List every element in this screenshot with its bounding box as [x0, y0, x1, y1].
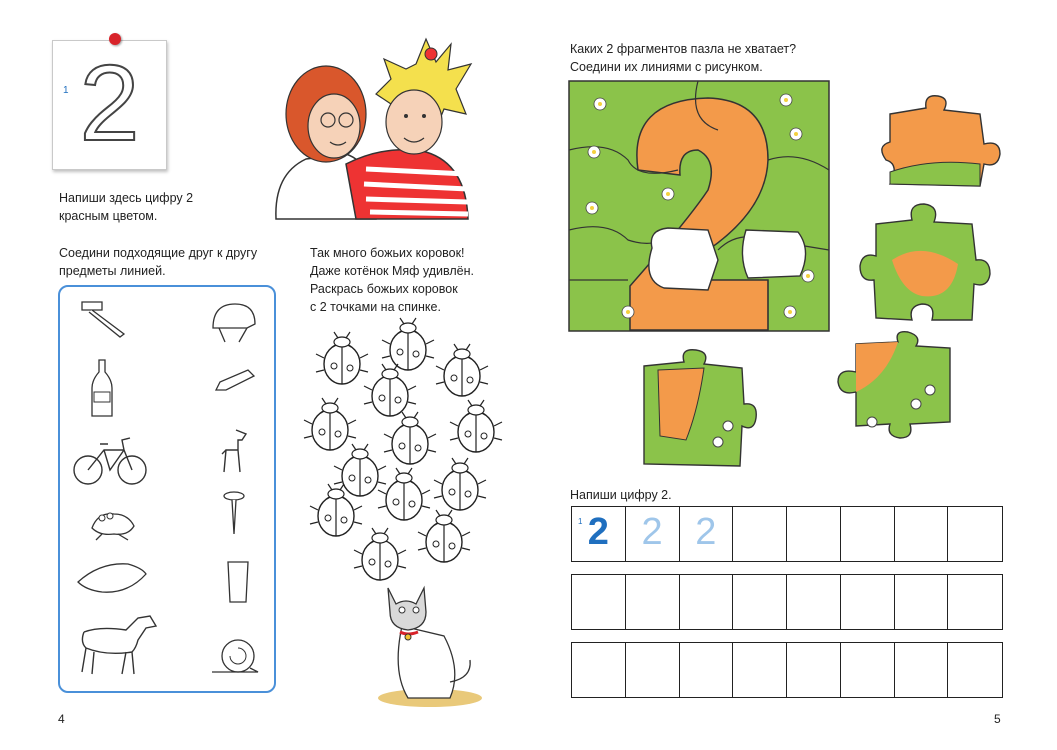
practice-cell[interactable]	[895, 507, 949, 561]
ladybug[interactable]	[434, 458, 486, 510]
practice-cell[interactable]	[948, 575, 1002, 629]
practice-cell[interactable]	[841, 643, 895, 697]
ladybugs-text-line2: Даже котёнок Мяф удивлён.	[310, 264, 474, 278]
dotted-digit: 2	[695, 511, 717, 553]
practice-row-2	[571, 574, 1003, 630]
puzzle-board	[568, 80, 830, 332]
puzzle-piece-c[interactable]	[638, 350, 758, 472]
bottle-icon[interactable]	[90, 358, 114, 420]
practice-cell[interactable]	[572, 507, 626, 561]
practice-row-1	[571, 506, 1003, 562]
ladybug[interactable]	[378, 468, 430, 520]
practice-cell[interactable]	[572, 643, 626, 697]
girls-illustration	[266, 34, 476, 224]
stroke-start-number: 1	[578, 517, 583, 526]
digit-card	[52, 40, 167, 170]
puzzle-text-line1: Каких 2 фрагментов пазла не хватает?	[570, 42, 797, 56]
leaf-icon[interactable]	[76, 560, 148, 596]
practice-cell[interactable]	[841, 507, 895, 561]
ladybug[interactable]	[316, 332, 368, 384]
ladybug[interactable]	[304, 398, 356, 450]
practice-cell[interactable]	[841, 575, 895, 629]
practice-cell[interactable]	[680, 643, 734, 697]
practice-cell[interactable]	[626, 507, 680, 561]
ladybug[interactable]	[418, 510, 470, 562]
puzzle-piece-b[interactable]	[862, 200, 992, 326]
match-text-line2: предметы линией.	[59, 264, 166, 278]
practice-cell[interactable]	[572, 575, 626, 629]
horse-icon[interactable]	[76, 612, 158, 678]
ladybugs-text-line1: Так много божьих коровок!	[310, 246, 465, 260]
nail-icon[interactable]	[222, 490, 246, 536]
helmet-icon[interactable]	[209, 300, 259, 344]
practice-cell[interactable]	[787, 643, 841, 697]
practice-cell[interactable]	[626, 575, 680, 629]
traced-digit: 2	[587, 511, 609, 553]
page-number-left: 4	[58, 712, 65, 726]
snail-icon[interactable]	[210, 636, 262, 676]
card-digit: 2	[79, 42, 140, 163]
puzzle-piece-d[interactable]	[826, 338, 956, 438]
practice-cell[interactable]	[787, 575, 841, 629]
ladybugs-text-line3: Раскрась божьих коровок	[310, 282, 458, 296]
write-digit-text-line2: красным цветом.	[59, 209, 158, 223]
ladybug[interactable]	[436, 344, 488, 396]
match-text-line1: Соедини подходящие друг к другу	[59, 246, 258, 260]
ladybug[interactable]	[450, 400, 502, 452]
practice-cell[interactable]	[680, 507, 734, 561]
practice-cell[interactable]	[680, 575, 734, 629]
write-digit-text: Напиши цифру 2.	[570, 488, 672, 502]
glass-icon[interactable]	[226, 560, 250, 604]
ladybug[interactable]	[354, 528, 406, 580]
pencil-icon[interactable]	[214, 368, 256, 394]
practice-cell[interactable]	[948, 643, 1002, 697]
practice-row-3	[571, 642, 1003, 698]
write-digit-text-line1: Напиши здесь цифру 2	[59, 191, 194, 205]
practice-cell[interactable]	[895, 575, 949, 629]
dotted-digit: 2	[641, 511, 663, 553]
practice-cell[interactable]	[733, 643, 787, 697]
practice-cell[interactable]	[626, 643, 680, 697]
ladybug[interactable]	[364, 364, 416, 416]
stroke-start-number: 1	[63, 85, 69, 96]
puzzle-text-line2: Соедини их линиями с рисунком.	[570, 60, 763, 74]
foal-icon[interactable]	[216, 428, 252, 474]
page-number-right: 5	[994, 712, 1001, 726]
ladybug[interactable]	[384, 412, 436, 464]
puzzle-piece-a[interactable]	[880, 94, 1004, 190]
cat-illustration	[372, 582, 482, 710]
hammer-icon[interactable]	[80, 298, 130, 338]
practice-cell[interactable]	[948, 507, 1002, 561]
ladybug-group	[300, 320, 510, 590]
practice-cell[interactable]	[895, 643, 949, 697]
frog-icon[interactable]	[88, 506, 138, 542]
practice-cell[interactable]	[733, 507, 787, 561]
ladybugs-text-line4: с 2 точками на спинке.	[310, 300, 441, 314]
practice-cell[interactable]	[733, 575, 787, 629]
ladybug[interactable]	[382, 318, 434, 370]
practice-cell[interactable]	[787, 507, 841, 561]
bicycle-icon[interactable]	[72, 432, 148, 488]
